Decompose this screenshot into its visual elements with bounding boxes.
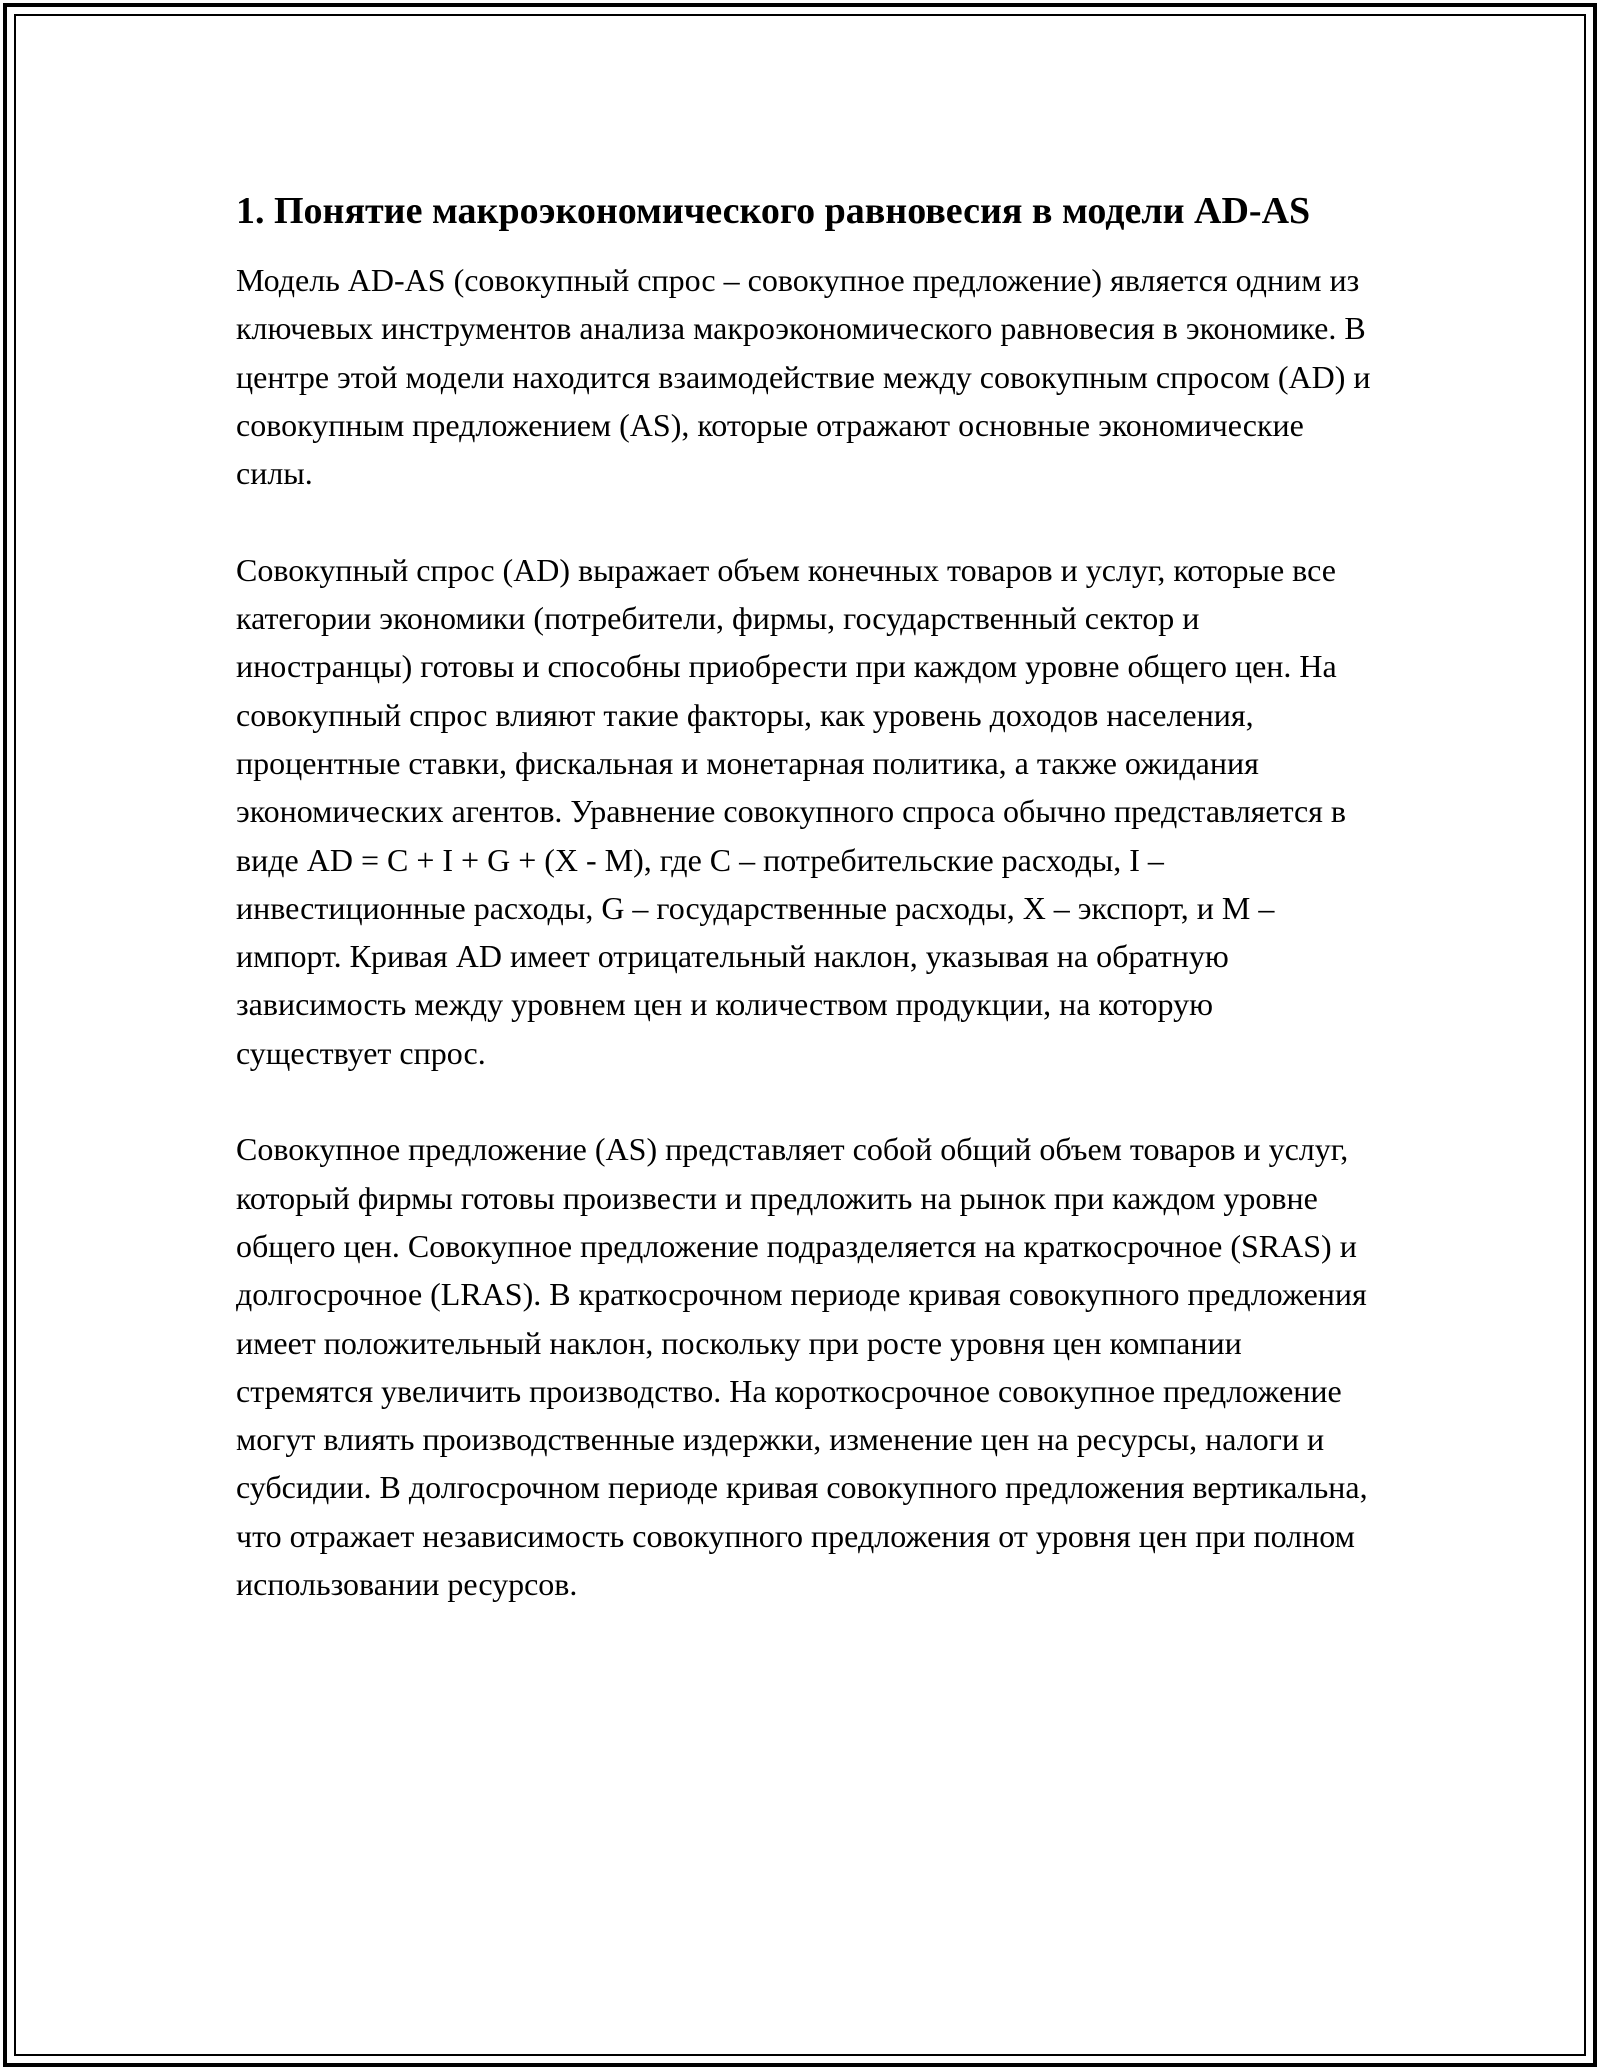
paragraph-ad-as-model: Модель AD-AS (совокупный спрос – совокупное предложение) является одним из ключевых инструментов анализа макроэкономического равновесия в экономике. В центре этой модели находится взаимодействие между совокупным спросом (AD) и совокупным предложением (AS), которые отражают основные экономические силы. (236, 262, 1371, 492)
document-body (236, 184, 1376, 1608)
paragraph-aggregate-supply: Совокупное предложение (AS) представляет собой общий объем товаров и услуг, который фирмы готовы произвести и предложить на рынок при каждом уровне общего цен. Совокупное предложение подразделяется на краткосрочное (SRAS) и долгосрочное (LRAS). В краткосрочном периоде кривая совокупного предложения имеет положительный наклон, поскольку при росте уровня цен компании стремятся увеличить производство. На короткосрочное совокупное предложение могут влиять производственные издержки, изменение цен на ресурсы, налоги и субсидии. В долгосрочном периоде кривая совокупного предложения вертикальна, что отражает независимость совокупного предложения от уровня цен при полном использовании ресурсов. (236, 1131, 1368, 1603)
paragraph-aggregate-demand: Совокупный спрос (AD) выражает объем конечных товаров и услуг, которые все категории экономики (потребители, фирмы, государственный сектор и иностранцы) готовы и способны приобрести при каждом уровне общего цен. На совокупный спрос влияют такие факторы, как уровень доходов населения, процентные ставки, фискальная и монетарная политика, а также ожидания экономических агентов. Уравнение совокупного спроса обычно представляется в виде AD = C + I + G + (X - M), где C – потребительские расходы, I – инвестиционные расходы, G – государственные расходы, X – экспорт, и M – импорт. Кривая AD имеет отрицательный наклон, указывая на обратную зависимость между уровнем цен и количеством продукции, на которую существует спрос. (236, 551, 1346, 1071)
section-heading: 1. Понятие макроэкономического равновесия в модели AD-AS (236, 190, 1311, 232)
